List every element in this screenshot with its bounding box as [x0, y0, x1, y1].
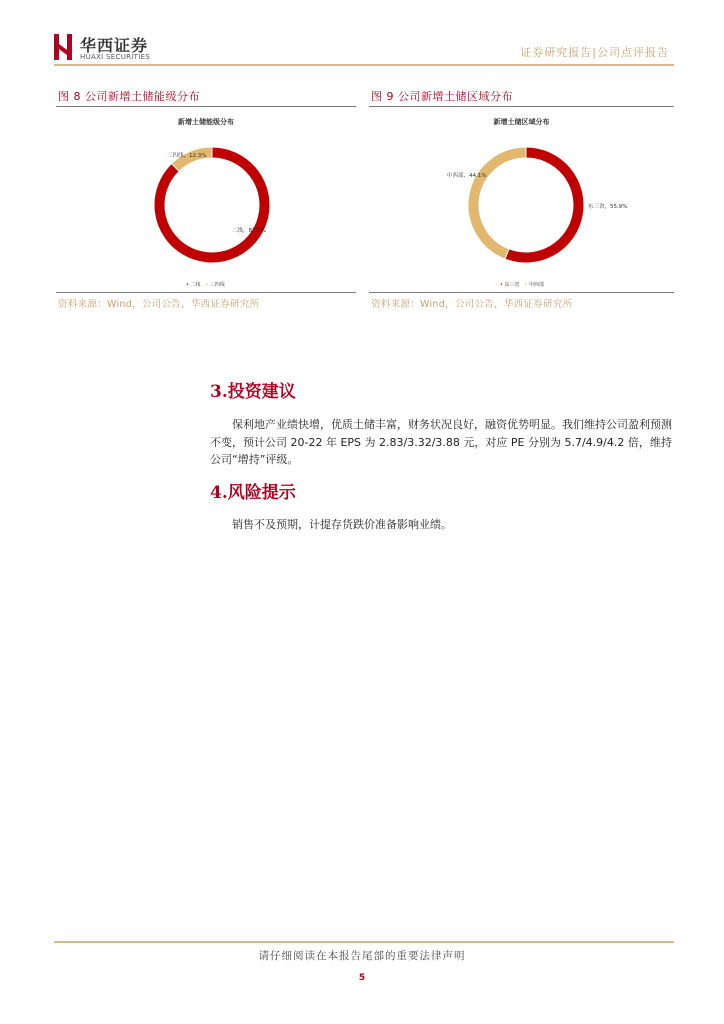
- figure-8-chart-title: 新增土储能级分布: [178, 118, 234, 126]
- figure-8-top-rule: [56, 106, 356, 107]
- legend-marker-icon: •: [186, 282, 189, 288]
- figure-8-legend: [186, 281, 225, 288]
- legend-marker-icon: •: [524, 282, 528, 288]
- legend-marker-icon: •: [205, 282, 209, 288]
- figure-8-title: 图 8 公司新增土储能级分布: [58, 90, 200, 103]
- figure-9-title: 图 9 公司新增土储区域分布: [371, 90, 513, 103]
- section-3-body: 保利地产业绩快增，优质土储丰富，财务状况良好，融资优势明显。我们维持公司盈利预测不变，预计公司 20-22 年 EPS 为 2.83/3.32/3.88 元，对应 PE 分别为 5.7/4.9/4.2 倍，维持公司“增持”评级。: [210, 418, 672, 466]
- legend-item-zhongxibu: 中西部: [528, 282, 544, 288]
- figure-9-legend: [500, 281, 544, 288]
- figure-9-donut-chart: [464, 143, 588, 267]
- figure-9-bottom-rule: [369, 292, 674, 293]
- logo-text-en: HUAXI SECURITIES: [80, 53, 151, 61]
- figure-9-slice-label-zhongxibu: 中西部，44.1%: [447, 173, 487, 179]
- figure-8-bottom-rule: [56, 292, 356, 293]
- huaxi-logo-icon: [54, 34, 72, 60]
- footer-divider: [54, 941, 674, 943]
- figure-8-slice-label-erxian: 二线，87.7%: [232, 228, 266, 234]
- figure-9-slice-label-dongsansheng: 东三省，55.9%: [588, 204, 628, 210]
- legend-item-dongsansheng: 东三省: [504, 282, 520, 288]
- section-4-body: 销售不及预期，计提存货跌价准备影响业绩。: [232, 518, 452, 531]
- donut-slice-1: [468, 147, 526, 259]
- legend-marker-icon: •: [500, 282, 503, 288]
- section-3-heading: 3.投资建议: [210, 382, 296, 402]
- figure-9-source: 资料来源：Wind，公司公告，华西证券研究所: [371, 299, 573, 310]
- figure-8-slice-label-sanxian: 三四线，12.3%: [167, 153, 207, 159]
- figure-9-chart-title: 新增土储区域分布: [493, 118, 550, 126]
- page-number: 5: [358, 973, 366, 983]
- footer-legal-notice: 请仔细阅读在本报告尾部的重要法律声明: [258, 950, 466, 962]
- figure-9-top-rule: [369, 106, 674, 107]
- donut-slice-0: [505, 147, 584, 263]
- figure-8-donut-chart: [150, 143, 274, 267]
- header-divider: [54, 64, 674, 66]
- legend-item-erxian: 二线: [190, 282, 201, 288]
- report-type: 证券研究报告|公司点评报告: [520, 46, 669, 59]
- legend-item-sanxian: 三四线: [209, 282, 225, 288]
- section-4-heading: 4.风险提示: [210, 483, 296, 503]
- figure-8-source: 资料来源：Wind，公司公告，华西证券研究所: [58, 299, 260, 310]
- donut-slice-0: [154, 147, 270, 263]
- logo-text-cn: 华西证券: [80, 36, 149, 55]
